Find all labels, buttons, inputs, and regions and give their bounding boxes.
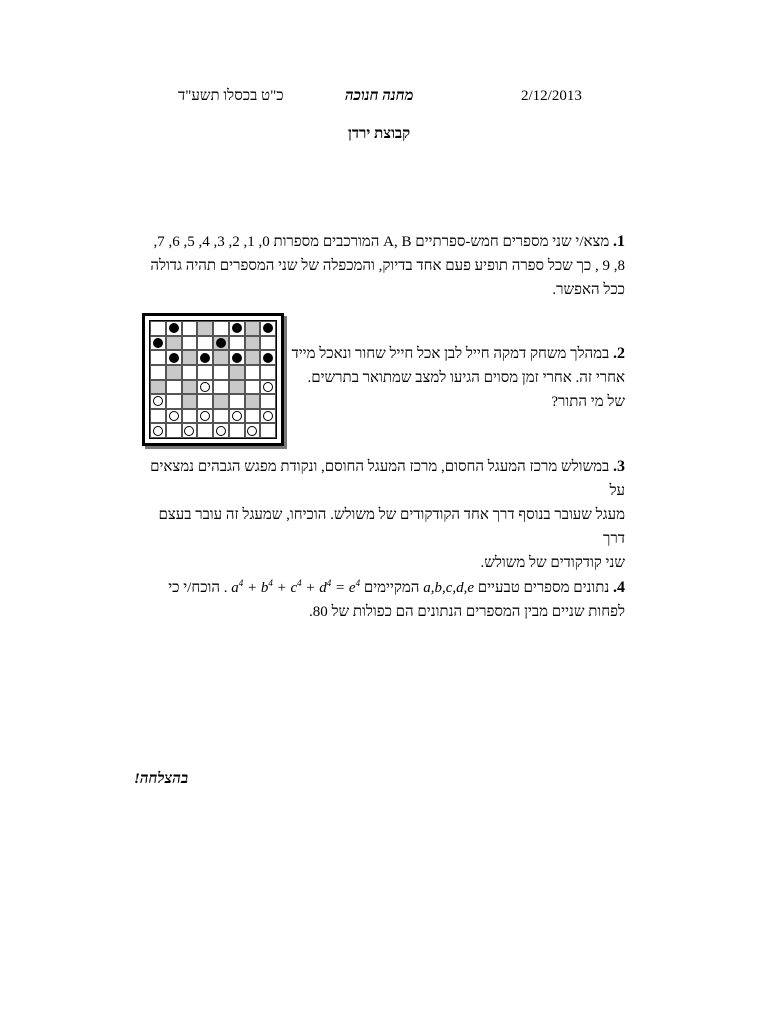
board-square [182, 365, 198, 380]
board-square [182, 394, 198, 409]
board-square [260, 423, 276, 438]
white-checker-piece [200, 382, 210, 392]
board-square [150, 380, 166, 395]
board-square [150, 336, 166, 351]
question-2 [285, 342, 625, 414]
board-square [245, 380, 261, 395]
board-square [182, 350, 198, 365]
board-square [213, 409, 229, 424]
board-square [229, 336, 245, 351]
board-square [245, 423, 261, 438]
board-square [182, 380, 198, 395]
board-square [260, 380, 276, 395]
question-3-text-1: במשולש מרכז המעגל החסום, מרכז המעגל החוסם, ונקודת מפגש הגבהים נמצאים על [150, 459, 625, 499]
question-4 [135, 571, 625, 624]
question-2-line-3: של מי התור? [551, 394, 625, 410]
white-checker-piece [184, 426, 194, 436]
board-square [182, 423, 198, 438]
board-square [150, 350, 166, 365]
board-square [229, 365, 245, 380]
board-square [260, 336, 276, 351]
black-checker-piece [153, 338, 163, 348]
board-square [150, 409, 166, 424]
question-4-line-2: לפחות שניים מבין המספרים הנתונים הם כפולות של 80. [309, 604, 625, 620]
board-square [197, 394, 213, 409]
header-hebrew-date: כ"ט בכסלו תשע"ד [178, 88, 284, 104]
board-square [150, 365, 166, 380]
question-3-line-2: מעגל שעובר בנוסף דרך אחד הקודקודים של משולש. הוכיחו, שמעגל זה עובר בעצם דרך [158, 507, 625, 547]
header-date: 2/12/2013 [521, 88, 582, 104]
question-4-text-b: המקיימים [363, 580, 420, 596]
group-title: קבוצת ירדן [348, 126, 411, 142]
black-checker-piece [263, 353, 273, 363]
question-4-number: 4. [613, 579, 625, 596]
question-4-variables: a,b,c,d,e [423, 580, 475, 596]
board-square [213, 423, 229, 438]
white-checker-piece [153, 396, 163, 406]
board-square [229, 350, 245, 365]
question-3-line-3: שני קודקודים של משולש. [480, 555, 625, 571]
question-3 [135, 455, 625, 575]
question-1-text-1: מצא/י שני מספרים חמש-ספרתיים A, B המורכבים מספרות 0, 1, 2, 3, 4, 5, 6, 7, [153, 234, 610, 250]
board-square [229, 409, 245, 424]
question-1-line-3: ככל האפשר. [552, 282, 625, 298]
board-square [197, 336, 213, 351]
board-square [213, 365, 229, 380]
board-square [182, 321, 198, 336]
board-square [182, 336, 198, 351]
board-square [197, 409, 213, 424]
question-4-equation: $a^4 + b^4 + c^4 + d^4 = e^4$ [231, 578, 361, 596]
board-square [166, 321, 182, 336]
board-square [197, 423, 213, 438]
board-square [229, 394, 245, 409]
question-3-line-1 [135, 455, 625, 503]
question-4-text-a: נתונים מספרים טבעיים [477, 580, 610, 596]
question-1-line-2: 8, 9 , כך שכל ספרה תופיע פעם אחד בדיוק, והמכפלה של שני המספרים תהיה גדולה [150, 258, 625, 274]
board-square [245, 350, 261, 365]
question-4-line-1 [135, 571, 625, 600]
board-square [229, 321, 245, 336]
black-checker-piece [232, 323, 242, 333]
board-square [213, 394, 229, 409]
white-checker-piece [232, 411, 242, 421]
white-checker-piece [169, 411, 179, 421]
board-square [197, 380, 213, 395]
board-square [213, 336, 229, 351]
board-square [197, 321, 213, 336]
board-square [213, 350, 229, 365]
board-square [166, 336, 182, 351]
black-checker-piece [169, 353, 179, 363]
white-checker-piece [247, 426, 257, 436]
checkers-board [142, 313, 284, 446]
question-2-number: 2. [613, 345, 625, 362]
white-checker-piece [216, 426, 226, 436]
board-square [213, 380, 229, 395]
question-4-text-c: . הוכח/י כי [168, 580, 228, 596]
board-square [245, 365, 261, 380]
board-square [260, 321, 276, 336]
question-1 [135, 230, 625, 302]
black-checker-piece [232, 353, 242, 363]
board-square [260, 409, 276, 424]
black-checker-piece [216, 338, 226, 348]
board-square [245, 321, 261, 336]
checkers-board-grid [149, 320, 277, 439]
question-1-line-1 [135, 230, 625, 254]
board-square [166, 423, 182, 438]
board-square [166, 394, 182, 409]
white-checker-piece [200, 411, 210, 421]
board-square [245, 336, 261, 351]
white-checker-piece [153, 426, 163, 436]
board-square [166, 365, 182, 380]
board-square [245, 394, 261, 409]
board-square [166, 380, 182, 395]
question-2-line-2: אחרי זה. אחרי זמן מסוים הגיעו למצב שמתואר בתרשים. [307, 370, 625, 386]
board-square [197, 350, 213, 365]
board-square [245, 409, 261, 424]
board-square [197, 365, 213, 380]
board-square [150, 394, 166, 409]
board-square [150, 321, 166, 336]
question-2-line-1 [285, 342, 625, 366]
board-square [166, 350, 182, 365]
board-square [182, 409, 198, 424]
question-2-text-1: במהלך משחק דמקה חייל לבן אכל חייל שחור ונאכל מייד [291, 346, 610, 362]
white-checker-piece [263, 382, 273, 392]
board-square [260, 394, 276, 409]
header-camp-title: מחנה חנוכה [345, 88, 414, 104]
board-square [229, 423, 245, 438]
question-3-number: 3. [613, 458, 625, 475]
board-square [229, 380, 245, 395]
board-square [260, 350, 276, 365]
question-1-number: 1. [613, 233, 625, 250]
board-square [166, 409, 182, 424]
black-checker-piece [263, 323, 273, 333]
board-square [150, 423, 166, 438]
black-checker-piece [169, 323, 179, 333]
black-checker-piece [200, 353, 210, 363]
good-luck-footer: בהצלחה! [134, 771, 189, 787]
board-square [260, 365, 276, 380]
white-checker-piece [263, 411, 273, 421]
board-square [213, 321, 229, 336]
